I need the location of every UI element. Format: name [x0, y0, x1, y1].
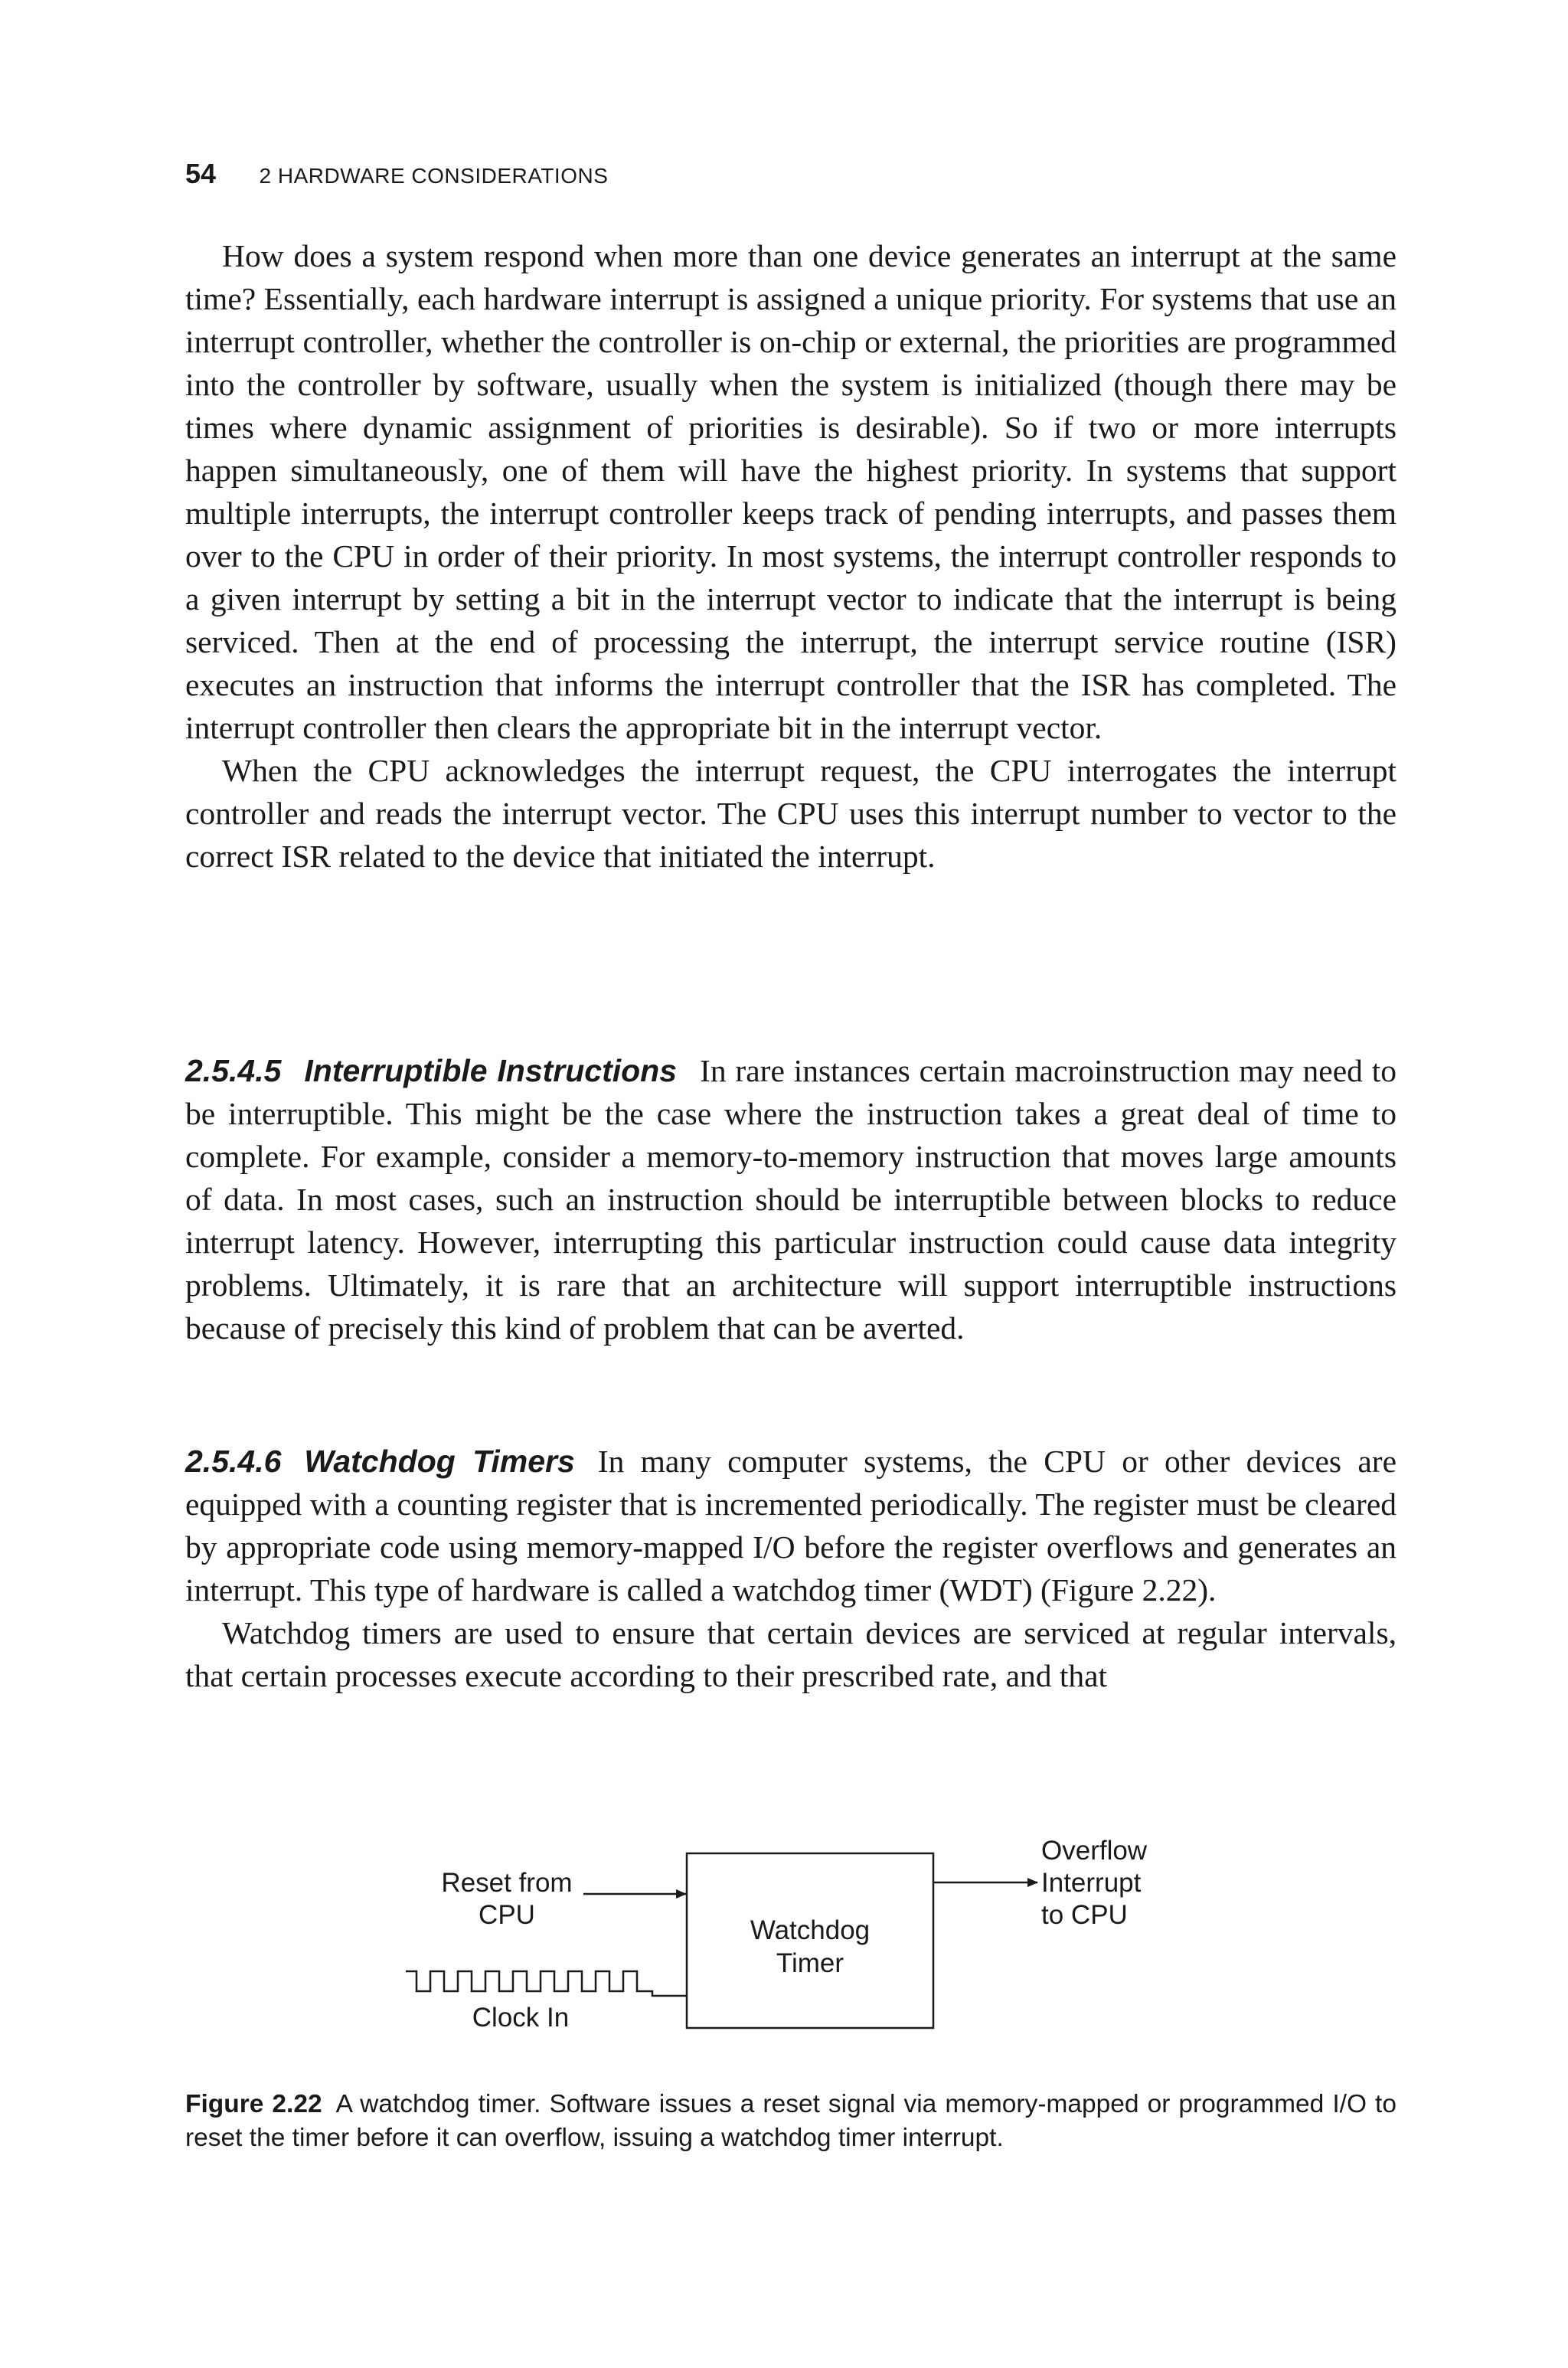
figure-caption: [185, 2088, 1396, 2155]
running-head: 2 HARDWARE CONSIDERATIONS: [259, 164, 609, 188]
overflow-label-line2: Interrupt: [1041, 1868, 1142, 1898]
section-number: 2.5.4.6: [185, 1444, 282, 1479]
overflow-label-line1: Overflow: [1041, 1836, 1148, 1866]
clock-label: Clock In: [472, 2003, 570, 2033]
overflow-label-line3: to CPU: [1041, 1900, 1128, 1930]
section-number: 2.5.4.5: [185, 1053, 282, 1088]
caption-text: A watchdog timer. Software issues a reset signal via memory-mapped or programmed I/O to reset the timer before it can overflow, issuing a watchdog timer interrupt.: [185, 2090, 1397, 2152]
figure-number: Figure 2.22: [185, 2090, 322, 2118]
box-label-line2: Timer: [776, 1948, 844, 1978]
reset-label-line2: CPU: [479, 1900, 535, 1930]
section-title: Watchdog Timers: [304, 1444, 575, 1479]
reset-label-line1: Reset from: [441, 1868, 573, 1898]
paragraph-watchdog-purpose: Watchdog timers are used to ensure that certain devices are serviced at regular intervals, that certain processes execute according to their prescribed rate, and that: [185, 1615, 1396, 1693]
box-label-line1: Watchdog: [750, 1915, 871, 1945]
paragraph-cpu-acknowledge: When the CPU acknowledges the interrupt request, the CPU interrogates the interrupt controller and reads the interrupt vector. The CPU uses this interrupt number to vector to the correct ISR related to the device that initiated the interrupt.: [185, 753, 1396, 874]
page-header: [185, 158, 608, 190]
section-body: In rare instances certain macroinstruction may need to be interruptible. This might be the case where the instruction takes a great deal of time to complete. For example, consider a memory-to-memory instruction that moves large amounts of data. In most cases, such an instruction should be interruptible between blocks to reduce interrupt latency. However, interrupting this particular instruction could cause data integrity problems. Ultimately, it is rare that an architecture will support interruptible instructions because of precisely this kind of problem that can be averted.: [185, 1053, 1396, 1346]
clock-signal-waveform: [406, 1971, 687, 1996]
watchdog-timer-box: [687, 1853, 933, 2028]
paragraph-interrupt-priority: How does a system respond when more than one device generates an interrupt at the same time? Essentially, each hardware interrupt is assigned a unique priority. For systems that use an interrupt controller, whether the controller is on-chip or external, the priorities are programmed into the controller by software, usually when the system is initialized (though there may be times where dynamic assignment of priorities is desirable). So if two or more interrupts happen simultaneously, one of them will have the highest priority. In systems that support multiple interrupts, the interrupt controller keeps track of pending interrupts, and passes them over to the CPU in order of their priority. In most systems, the interrupt controller responds to a given interrupt by setting a bit in the interrupt vector to indicate that the interrupt is being serviced. Then at the end of processing the interrupt, the interrupt service routine (ISR) executes an instruction that informs the interrupt controller that the ISR has completed. The interrupt controller then clears the appropriate bit in the interrupt vector.: [185, 238, 1396, 745]
section-interruptible-instructions: [185, 1049, 1396, 1349]
section-watchdog-timers: [185, 1440, 1396, 1697]
section-body: In many computer systems, the CPU or other devices are equipped with a counting register that is incremented periodically. The register must be cleared by appropriate code using memory-mapped I/O before the register overflows and generates an interrupt. This type of hardware is called a watchdog timer (WDT) (Figure 2.22).: [185, 1444, 1396, 1608]
section-title: Interruptible Instructions: [304, 1053, 678, 1088]
page-number: 54: [185, 158, 217, 189]
body-paragraphs: [185, 234, 1396, 878]
